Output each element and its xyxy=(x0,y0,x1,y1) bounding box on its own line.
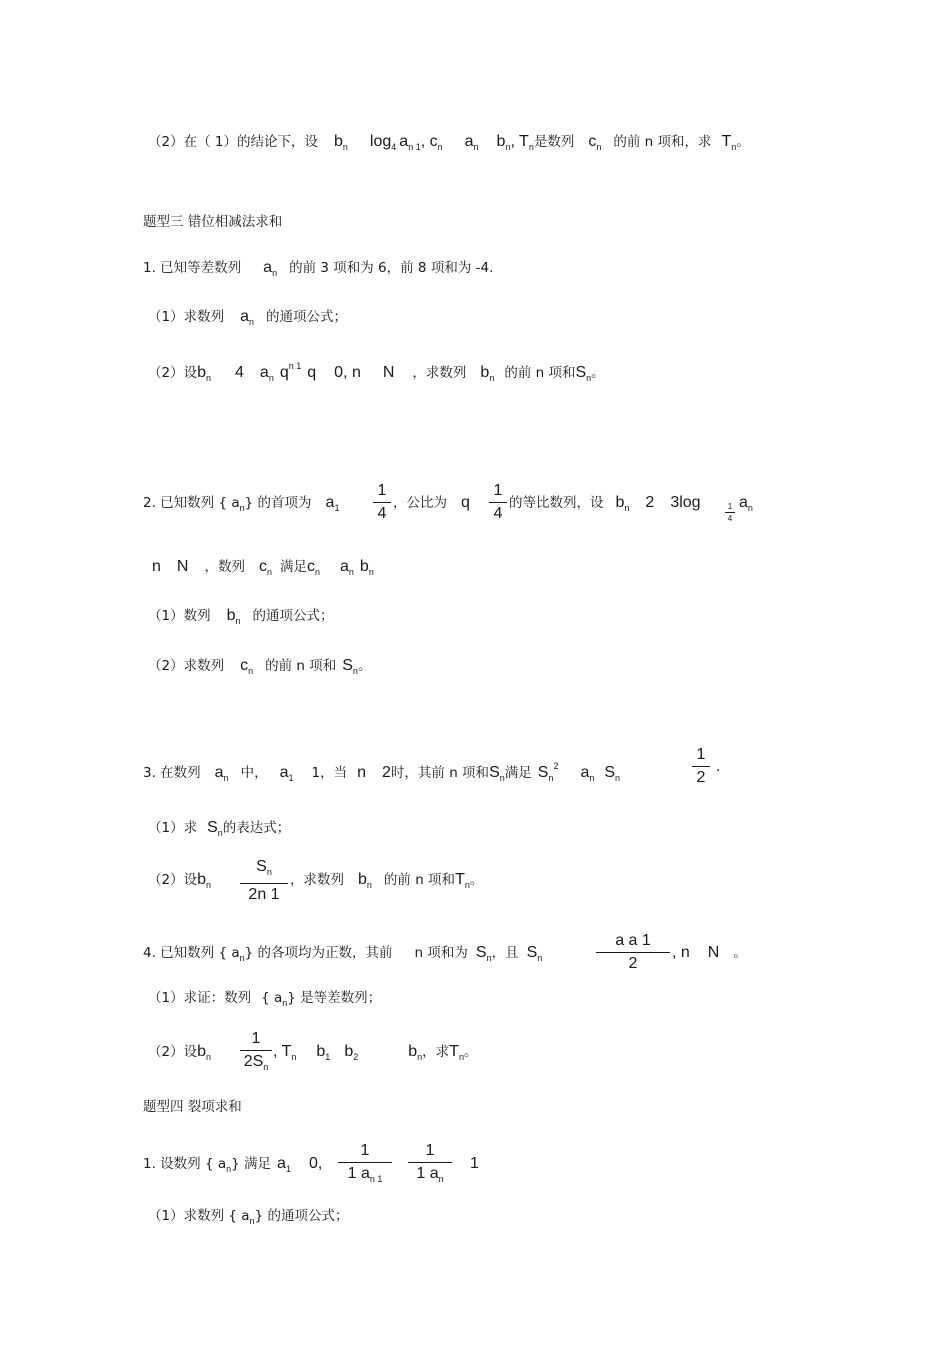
problem-3-4-part-2-b: , $T_n$ $b_1$ $b_2$ $b_n$，求$T_n$。 xyxy=(273,1043,478,1062)
problem-3-1-part-1: （1）求数列 $a_n$ 的通项公式； xyxy=(148,308,348,327)
problem-3-4-a: 4. 已知数列 { $a_n$} 的各项均为正数，其前 n 项和为 $S_n$，且 $S_n$ xyxy=(143,944,543,963)
problem-3-3: 3. 在数列 $a_n$ 中， $a_1$ 1，当 n 2时，其前 n 项和$S_n$满足 $S_n^2$ $a_n$ $S_n$ xyxy=(143,761,621,783)
problem-3-2-an: $a_n$ xyxy=(739,494,753,513)
problem-3-2-mid: ，公比为 q xyxy=(393,494,470,511)
problem-3-3-part-1: （1）求 $S_n$的表达式； xyxy=(148,819,291,838)
fraction-one-quarter-a: 1 4 xyxy=(373,481,391,524)
problem-3-1: 1. 已知等差数列 $a_n$ 的前 3 项和为 6，前 8 项和为 -4. xyxy=(143,259,494,278)
fraction-1-over-2sn: 1 $2S_n$ xyxy=(240,1029,272,1077)
problem-3-3-part-2-a: （2）设$b_n$ xyxy=(148,871,212,890)
fraction-an-an-plus-1-over-2: a a 1 2 xyxy=(596,931,670,974)
problem-4-1-a: 1. 设数列 { $a_n$} 满足 $a_1$ 0, xyxy=(143,1155,323,1174)
fraction-1-over-1-minus-an: 1 1 $a_n$ xyxy=(408,1141,452,1189)
section-heading-4: 题型四 裂项求和 xyxy=(143,1099,242,1115)
problem-3-2-tail: 的等比数列，设 $b_n$ 2 3log xyxy=(509,494,701,513)
fraction-one-quarter-q: 1 4 xyxy=(489,481,507,524)
problem-part-2-intro: （2）在（ 1）的结论下，设 $b_n$ $\log_4 a_{n 1}$, $c_n$ $a_n$ $b_n$, $T_n$是数列 $c_n$ 的前 n 项和，求 $T_n$。 xyxy=(148,133,750,152)
problem-3-4-part-2-a: （2）设$b_n$ xyxy=(148,1043,212,1062)
problem-4-1-part-1: （1）求数列 { $a_n$} 的通项公式； xyxy=(148,1208,349,1226)
problem-3-3-part-2-b: ，求数列 $b_n$ 的前 n 项和$T_n$。 xyxy=(290,871,484,890)
problem-3-2-part-2: （2）求数列 $c_n$ 的前 n 项和 $S_n$。 xyxy=(148,657,372,676)
section-heading-3: 题型三 错位相减法求和 xyxy=(143,214,283,230)
problem-3-2-part-1: （1）数列 $b_n$ 的通项公式； xyxy=(148,607,334,626)
log-base-fraction: 1 4 xyxy=(725,502,735,523)
problem-3-2-line2: n N ，数列 $c_n$ 满足$c_n$ $a_n$ $b_n$ xyxy=(152,558,374,577)
fraction-sn-over-2n-1: $S_n$ 2n 1 xyxy=(240,857,288,905)
fraction-1-over-1-minus-an1: 1 1 $a_{n 1}$ xyxy=(338,1141,392,1189)
problem-4-1-b: 1 xyxy=(470,1155,479,1172)
problem-3-1-part-2: （2）设$b_n$ 4 $a_n$ $q^{n 1}$ q 0, n N ，求数列 $b_n$ 的前 n 项和$S_n$。 xyxy=(148,361,605,383)
problem-3-4-part-1: （1）求证：数列 { $a_n$} 是等差数列； xyxy=(148,990,382,1008)
problem-3-2: 2. 已知数列 { $a_n$} 的首项为 $a_1$ xyxy=(143,494,340,513)
fraction-one-half: 1 2 xyxy=(692,745,710,788)
problem-3-4-b: , n N 。 xyxy=(672,944,747,961)
problem-3-3-end: . xyxy=(716,758,721,775)
